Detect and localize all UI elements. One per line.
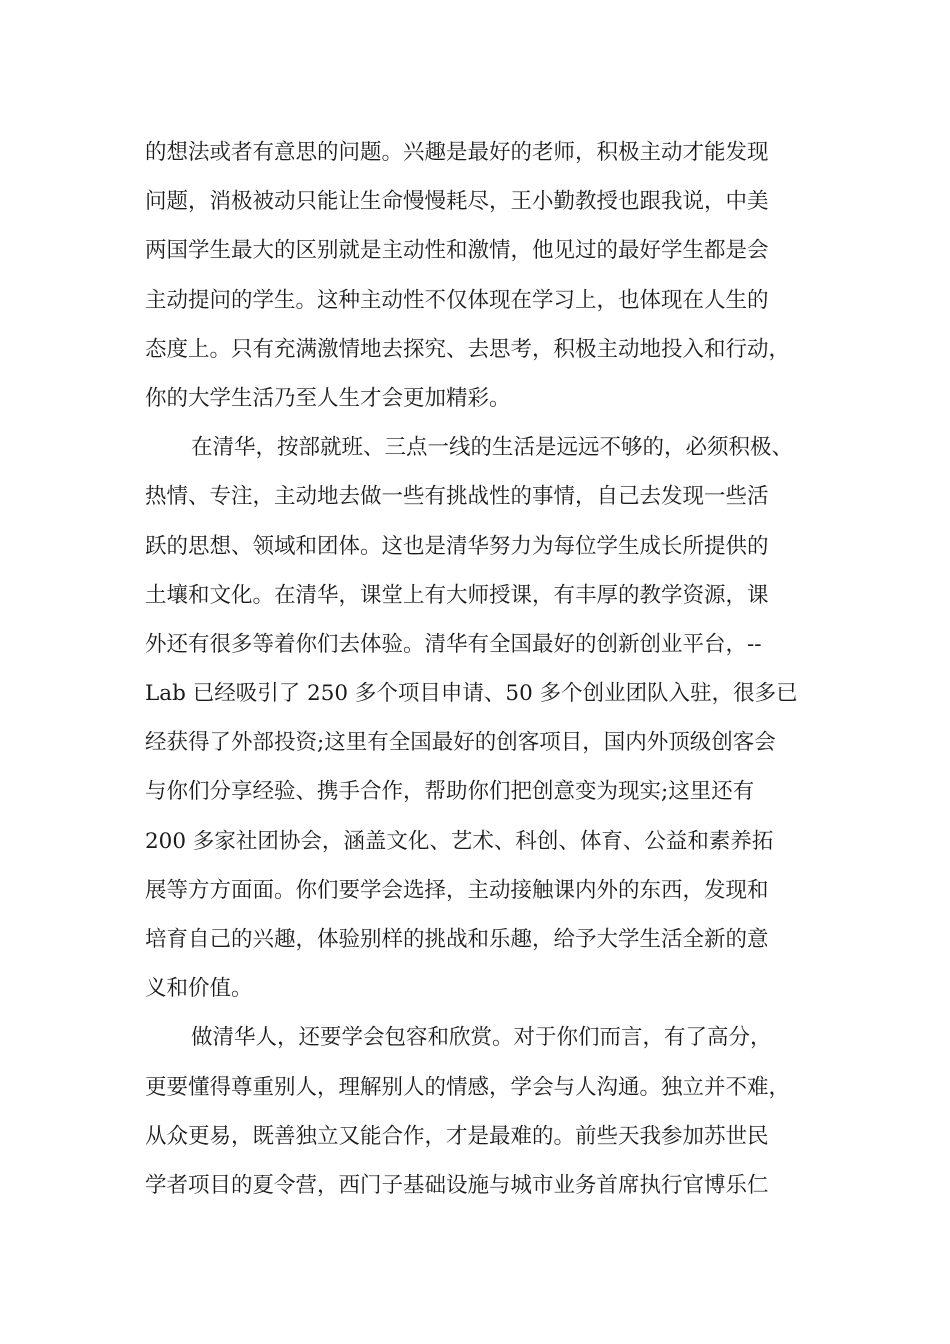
text-line: 200 多家社团协会，涵盖文化、艺术、科创、体育、公益和素养拓: [145, 828, 774, 854]
text-line: 展等方方面面。你们要学会选择，主动接触课内外的东西，发现和: [145, 877, 769, 903]
text-line: 土壤和文化。在清华，课堂上有大师授课，有丰厚的教学资源，课: [145, 582, 769, 608]
paragraph-start-line: 在清华，按部就班、三点一线的生活是远远不够的，必须积极、: [191, 435, 794, 461]
paragraph-start-line: 做清华人，还要学会包容和欣赏。对于你们而言，有了高分，: [191, 1025, 772, 1051]
text-line: 外还有很多等着你们去体验。清华有全国最好的创新创业平台，--: [145, 631, 762, 657]
text-line: 态度上。只有充满激情地去探究、去思考，积极主动地投入和行动，: [145, 336, 791, 362]
text-line: 主动提问的学生。这种主动性不仅体现在学习上，也体现在人生的: [145, 287, 769, 313]
text-line: 经获得了外部投资;这里有全国最好的创客项目，国内外顶级创客会: [145, 730, 776, 756]
text-line: 学者项目的夏令营，西门子基础设施与城市业务首席执行官博乐仁: [145, 1172, 769, 1198]
text-line: Lab 已经吸引了 250 多个项目申请、50 多个创业团队入驻，很多已: [145, 681, 798, 707]
text-line: 热情、专注，主动地去做一些有挑战性的事情，自己去发现一些活: [145, 484, 769, 510]
text-line: 更要懂得尊重别人，理解别人的情感，学会与人沟通。独立并不难，: [145, 1074, 791, 1100]
text-line: 与你们分享经验、携手合作，帮助你们把创意变为现实;这里还有: [145, 779, 755, 805]
body-text: [145, 128, 835, 1210]
text-line: 问题，消极被动只能让生命慢慢耗尽，王小勤教授也跟我说，中美: [145, 189, 769, 215]
text-line: 从众更易，既善独立又能合作，才是最难的。前些天我参加苏世民: [145, 1123, 769, 1149]
text-line: 你的大学生活乃至人生才会更加精彩。: [145, 385, 511, 411]
text-line: 两国学生最大的区别就是主动性和激情，他见过的最好学生都是会: [145, 238, 769, 264]
text-line: 跃的思想、领域和团体。这也是清华努力为每位学生成长所提供的: [145, 533, 769, 559]
text-line: 的想法或者有意思的问题。兴趣是最好的老师，积极主动才能发现: [145, 140, 769, 165]
text-line: 义和价值。: [145, 976, 253, 1002]
text-line: 培育自己的兴趣，体验别样的挑战和乐趣，给予大学生活全新的意: [145, 927, 769, 952]
